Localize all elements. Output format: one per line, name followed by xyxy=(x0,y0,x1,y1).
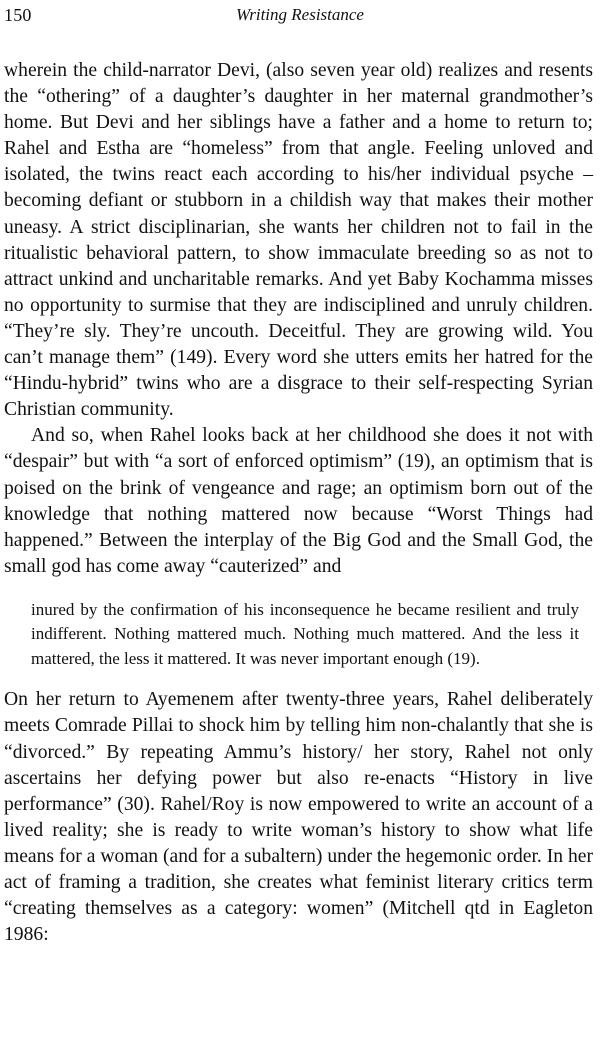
page-number: 150 xyxy=(4,5,32,25)
paragraph-2: And so, when Rahel looks back at her childhood she does it not with “despair” but with “a sort of enforced optimism” (19), an optimism that is poised on the brink of vengeance and rage; an optimism born out of the knowledge that nothing mattered now because “Worst Things had happened.” Between the interplay of the Big God and the Small God, the small god has come away “cauterized” and xyxy=(4,425,593,577)
body-text xyxy=(4,58,593,948)
paragraph-1: wherein the child-narrator Devi, (also seven year old) realizes and resents the “othering” of a daughter’s daughter in her maternal grandmother’s home. But Devi and her siblings have a father and a home to return to; Rahel and Estha are “homeless” from that angle. Feeling unloved and isolated, the twins react each according to his/her individual psyche – becoming defiant or stubborn in a childish way that makes their mother uneasy. A strict disciplinarian, she wants her children not to fail in the ritualistic behavioral pattern, to show immaculate breeding so as not to attract unkind and uncharitable remarks. And yet Baby Kochamma misses no opportunity to surmise that they are indisciplined and unruly children. “They’re sly. They’re uncouth. Deceitful. They are growing wild. You can’t manage them” (149). Every word she utters emits her hatred for the “Hindu-hybrid” twins who are a disgrace to their self-respecting Syrian Christian community. xyxy=(4,60,593,421)
running-head: Writing Resistance xyxy=(236,5,364,24)
page-header xyxy=(4,2,596,28)
block-quote: inured by the confirmation of his inconsequence he became resilient and truly indifferent. Nothing mattered much. Nothing much mattered. And the less it mattered, the less it mattered. It was never important enough (19). xyxy=(31,599,579,668)
paragraph-3: On her return to Ayemenem after twenty-three years, Rahel deliberately meets Comrade Pillai to shock him by telling him non-chalantly that she is “divorced.” By repeating Ammu’s history/ her story, Rahel not only ascertains her defying power but also re-enacts “History in live performance” (30). Rahel/Roy is now empowered to write an account of a lived reality; she is ready to write woman’s history to show what life means for a woman (and for a subaltern) under the hegemonic order. In her act of framing a tradition, she creates what feminist literary critics term “creating themselves as a category: women” (Mitchell qtd in Eagleton 1986: xyxy=(4,689,593,946)
